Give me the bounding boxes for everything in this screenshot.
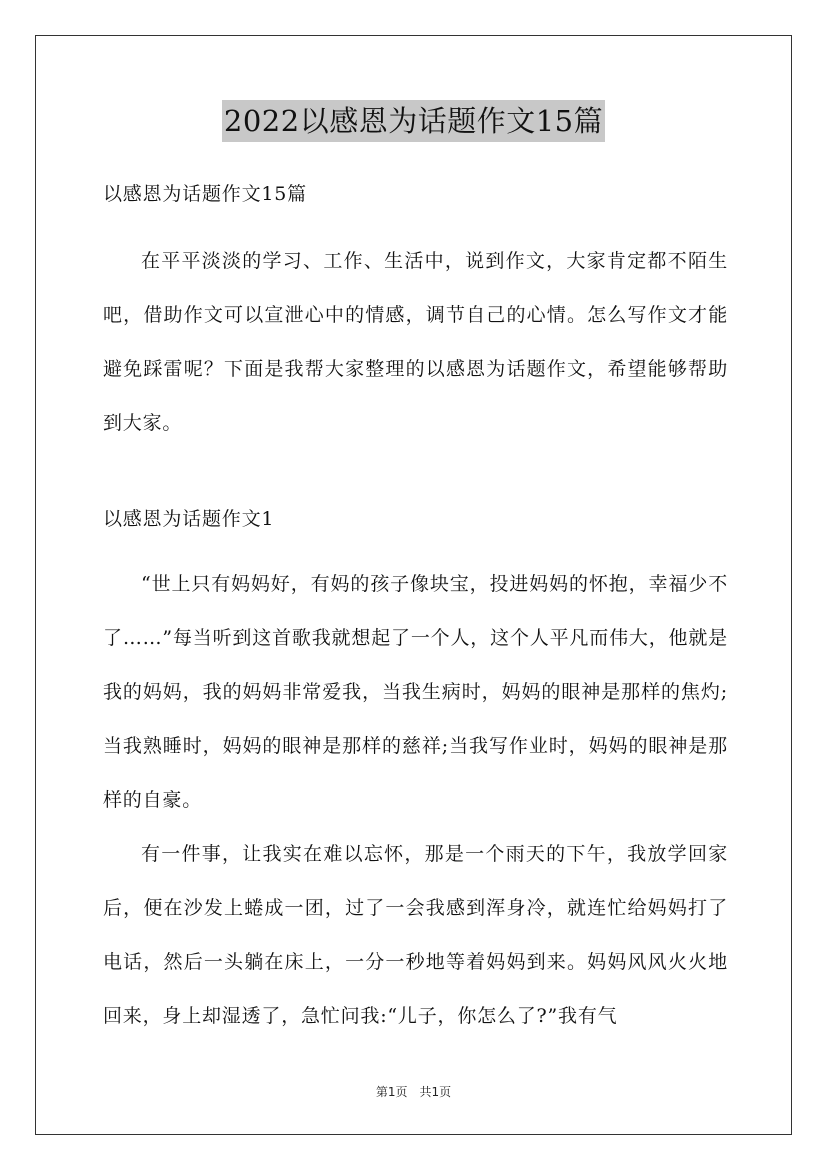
section-heading: 以感恩为话题作文1 [103, 508, 275, 530]
title-container [0, 100, 827, 142]
intro-paragraph: 在平平淡淡的学习、工作、生活中，说到作文，大家肯定都不陌生吧，借助作文可以宣泄心中的情感，调节自己的心情。怎么写作文才能避免踩雷呢？下面是我帮大家整理的以感恩为话题作文，希望能够帮助到大家。 [103, 250, 728, 434]
page-footer [0, 1083, 827, 1100]
document-title: 2022以感恩为话题作文15篇 [222, 100, 605, 142]
body-paragraph-1: “世上只有妈妈好，有妈的孩子像块宝，投进妈妈的怀抱，幸福少不了……”每当听到这首歌我就想起了一个人，这个人平凡而伟大，他就是我的妈妈，我的妈妈非常爱我，当我生病时，妈妈的眼神是那样的焦灼;当我熟睡时，妈妈的眼神是那样的慈祥;当我写作业时，妈妈的眼神是那样的自豪。 [103, 573, 728, 811]
page-total: 共1页 [419, 1085, 452, 1099]
document-subtitle: 以感恩为话题作文15篇 [103, 183, 307, 205]
page-number: 第1页 [375, 1085, 408, 1099]
body-paragraph-2: 有一件事，让我实在难以忘怀，那是一个雨天的下午，我放学回家后，便在沙发上蜷成一团，过了一会我感到浑身冷，就连忙给妈妈打了电话，然后一头躺在床上，一分一秒地等着妈妈到来。妈妈风风火火地回来，身上却湿透了，急忙问我:“儿子，你怎么了?”我有气 [103, 843, 728, 1027]
